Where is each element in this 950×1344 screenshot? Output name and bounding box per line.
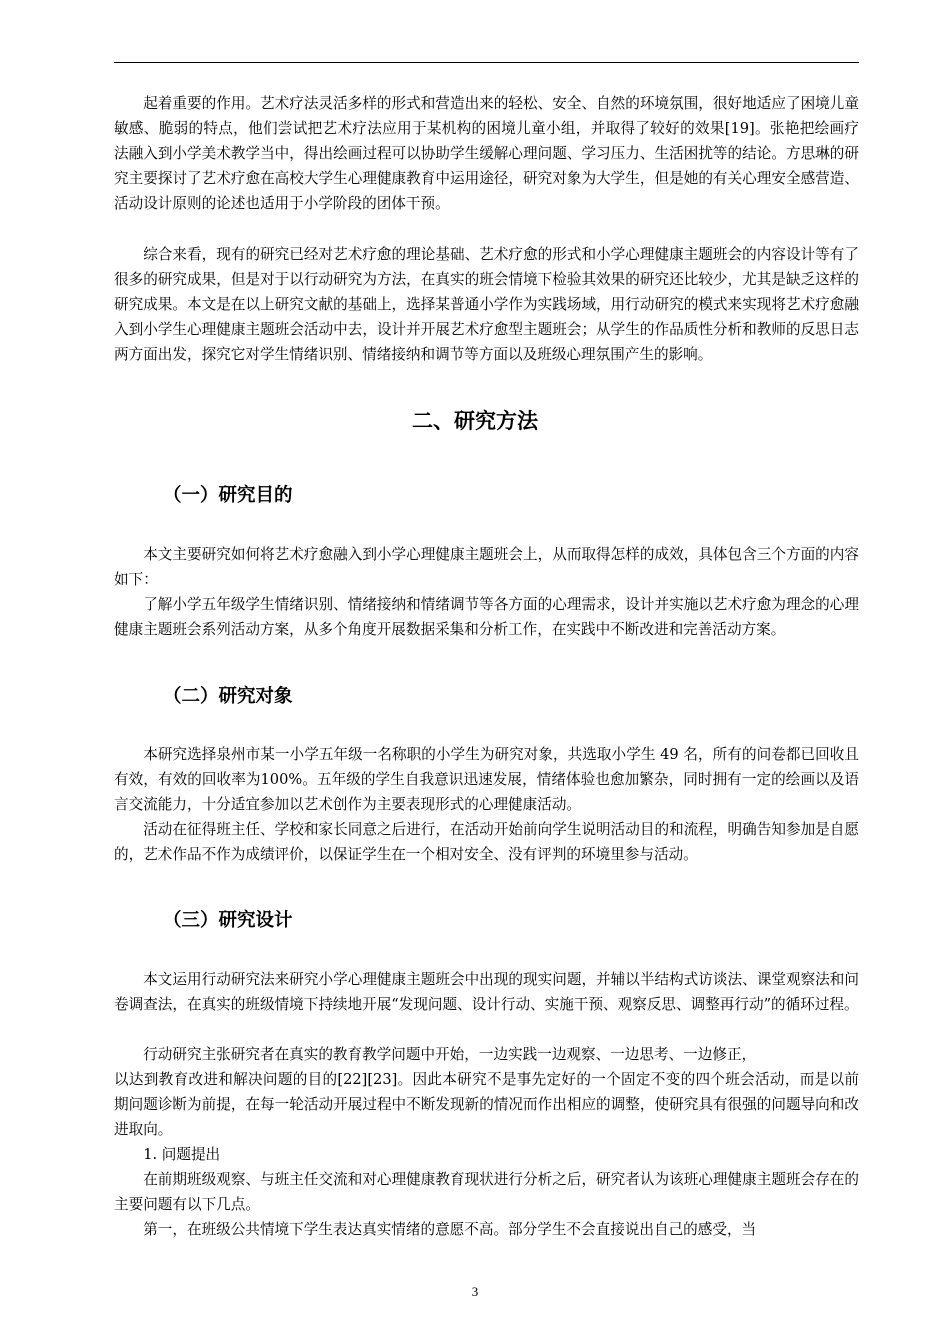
paragraph-subjects: 本研究选择泉州市某一小学五年级一名称职的小学生为研究对象，共选取小学生 49 名，所有的问卷都已回收且有效，有效的回收率为100%。五年级的学生自我意识迅速发展，情绪体验也愈加繁杂，同时拥有一定的绘画以及语言交流能力，十分适宜参加以艺术创作为主要表现形式的心理健康活动。 <box>114 746 859 813</box>
paragraph-purpose-intro: 本文主要研究如何将艺术疗愈融入到小学心理健康主题班会上，从而取得怎样的成效，具体包含三个方面的内容如下： <box>114 546 859 588</box>
subheading-research-design: （三）研究设计 <box>163 910 293 931</box>
section-heading-research-methods: 二、研究方法 <box>412 409 538 433</box>
paragraph-action-research-line1: 行动研究主张研究者在真实的教育教学问题中开始，一边实践一边观察、一边思考、一边修正， <box>143 1046 757 1063</box>
paragraph-problem-first: 第一，在班级公共情境下学生表达真实情绪的意愿不高。部分学生不会直接说出自己的感受，当 <box>143 1221 757 1238</box>
subheading-research-subjects: （二）研究对象 <box>163 686 293 707</box>
list-item-problem-statement: 1. 问题提出 <box>143 1146 221 1163</box>
paragraph-action-research-cont: 以达到教育改进和解决问题的目的[22][23]。因此本研究不是事先定好的一个固定不变的四个班会活动，而是以前期问题诊断为前提，在每一轮活动开展过程中不断发现新的情况而作出相应的调整，使研究具有很强的问题导向和改进取向。 <box>114 1071 859 1138</box>
subheading-research-purpose: （一）研究目的 <box>163 485 293 506</box>
page-number: 3 <box>471 1284 479 1299</box>
paragraph-summary: 综合来看，现有的研究已经对艺术疗愈的理论基础、艺术疗愈的形式和小学心理健康主题班会的内容设计等有了很多的研究成果，但是对于以行动研究为方法，在真实的班会情境下检验其效果的研究还比较少，尤其是缺乏这样的研究成果。本文是在以上研究文献的基础上，选择某普通小学作为实践场域，用行动研究的模式来实现将艺术疗愈融入到小学生心理健康主题班会活动中去，设计并开展艺术疗愈型主题班会；从学生的作品质性分析和教师的反思日志两方面出发，探究它对学生情绪识别、情绪接纳和调节等方面以及班级心理氛围产生的影响。 <box>114 246 859 363</box>
paragraph-art-therapy-review: 起着重要的作用。艺术疗法灵活多样的形式和营造出来的轻松、安全、自然的环境氛围，很好地适应了困境儿童敏感、脆弱的特点，他们尝试把艺术疗法应用于某机构的困境儿童小组，并取得了较好的效果[19]。张艳把绘画疗法融入到小学美术教学当中，得出绘画过程可以协助学生缓解心理问题、学习压力、生活困扰等的结论。方思琳的研究主要探讨了艺术疗愈在高校大学生心理健康教育中运用途径，研究对象为大学生，但是她的有关心理安全感营造、活动设计原则的论述也适用于小学阶段的团体干预。 <box>114 95 859 212</box>
paragraph-consent: 活动在征得班主任、学校和家长同意之后进行，在活动开始前向学生说明活动目的和流程，明确告知参加是自愿的，艺术作品不作为成绩评价，以保证学生在一个相对安全、没有评判的环境里参与活动。 <box>114 821 859 863</box>
paragraph-problem-intro: 在前期班级观察、与班主任交流和对心理健康教育现状进行分析之后，研究者认为该班心理健康主题班会存在的主要问题有以下几点。 <box>114 1171 859 1213</box>
header-rule <box>114 62 859 63</box>
paragraph-action-research: 本文运用行动研究法来研究小学心理健康主题班会中出现的现实问题，并辅以半结构式访谈法、课堂观察法和问卷调查法，在真实的班级情境下持续地开展“发现问题、设计行动、实施干预、观察反思、调整再行动”的循环过程。 <box>114 971 859 1013</box>
paragraph-purpose-detail: 了解小学五年级学生情绪识别、情绪接纳和情绪调节等各方面的心理需求，设计并实施以艺术疗愈为理念的心理健康主题班会系列活动方案，从多个角度开展数据采集和分析工作，在实践中不断改进和完善活动方案。 <box>114 596 859 638</box>
